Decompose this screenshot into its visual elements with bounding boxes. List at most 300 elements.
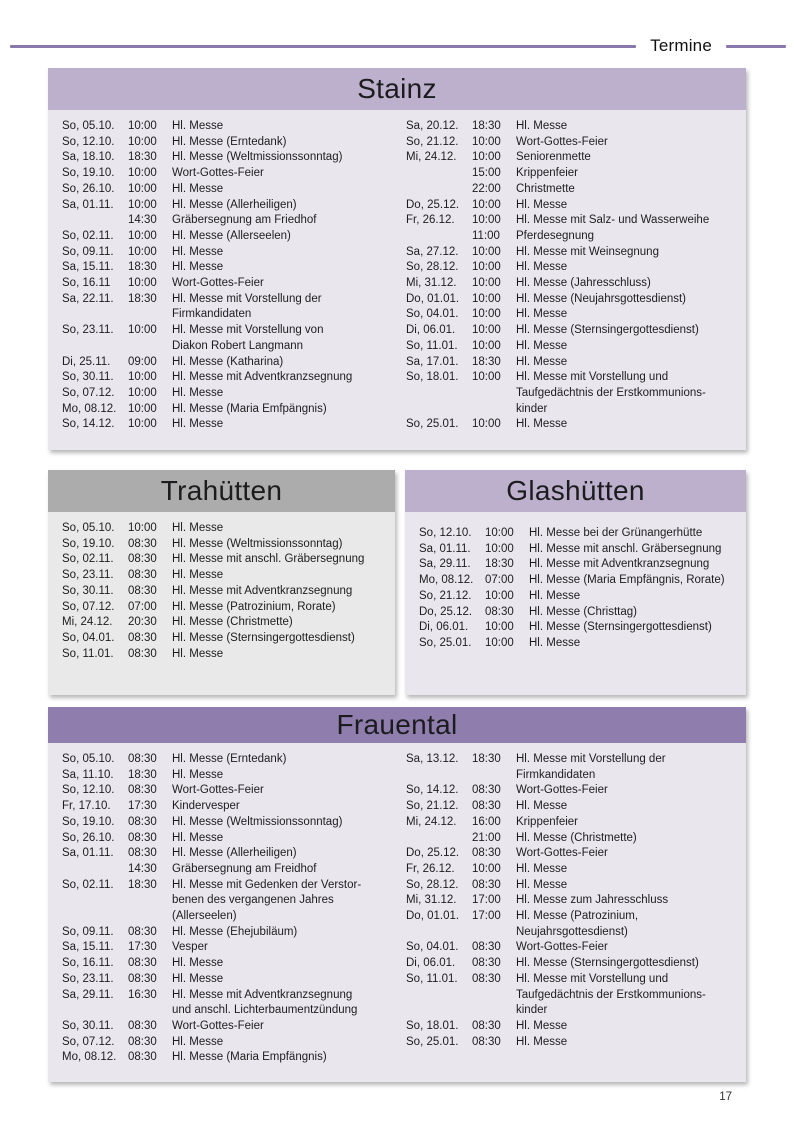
section-stainz	[48, 68, 746, 450]
entry-date: So, 04.01.	[62, 631, 115, 644]
schedule-entry	[62, 537, 387, 553]
entry-time: 08:30	[128, 569, 157, 582]
entry-description	[516, 323, 738, 339]
entry-date: So, 05.10.	[62, 522, 115, 534]
entry-time: 10:00	[128, 418, 157, 431]
entry-description	[529, 573, 738, 589]
entry-time: 10:00	[472, 324, 501, 337]
entry-description-line: Hl. Messe (Patrozinium, Rorate)	[172, 600, 336, 613]
entry-description-line: Wort-Gottes-Feier	[516, 847, 608, 860]
entry-description-line: Hl. Messe	[172, 182, 224, 195]
entry-description	[172, 862, 394, 878]
entry-description	[516, 198, 738, 214]
entry-description	[172, 276, 394, 292]
header-rule-left	[10, 45, 636, 48]
header-rule-right	[726, 45, 786, 48]
entry-time: 08:30	[472, 784, 501, 797]
entry-description-line: Hl. Messe	[516, 862, 568, 875]
entry-date: So, 25.01.	[406, 1035, 459, 1048]
schedule-entry	[406, 150, 738, 166]
entry-time: 10:00	[128, 229, 157, 242]
entry-date: Di, 06.01.	[406, 957, 456, 970]
entry-description	[516, 752, 738, 783]
section-frauental	[48, 707, 746, 1082]
schedule-entry	[419, 636, 738, 652]
entry-description	[529, 589, 738, 605]
entry-description-line: Hl. Messe (Christmette)	[516, 831, 637, 844]
entry-description	[172, 972, 394, 988]
page-header-label: Termine	[650, 36, 712, 55]
schedule-entry	[62, 846, 394, 862]
entry-description	[516, 909, 738, 940]
entry-description-line: Diakon Robert Langmann	[172, 339, 304, 352]
entry-description-line: Seniorenmette	[516, 151, 591, 164]
entry-time: 08:30	[128, 784, 157, 797]
schedule-entry	[62, 988, 394, 1019]
entry-time: 08:30	[472, 878, 501, 891]
entry-time: 17:00	[472, 910, 501, 923]
schedule-entry	[62, 245, 394, 261]
entry-date: Sa, 01.11.	[62, 847, 114, 860]
schedule-entry	[62, 878, 394, 925]
entry-description-line: Hl. Messe	[172, 1035, 224, 1048]
entry-time: 22:00	[472, 182, 501, 195]
entry-time: 10:00	[472, 261, 501, 274]
entry-date	[406, 831, 472, 847]
schedule-entry	[62, 862, 394, 878]
entry-date: Fr, 26.12.	[406, 862, 455, 875]
entry-description-line: kinder	[516, 402, 548, 415]
entry-description	[172, 568, 387, 584]
entry-date: Fr, 17.10.	[62, 800, 111, 813]
entry-description	[172, 1035, 394, 1051]
schedule-entry	[62, 768, 394, 784]
entry-description-line: Hl. Messe (Katharina)	[172, 355, 284, 368]
entry-description-line: Hl. Messe (Christmette)	[172, 616, 293, 629]
entry-description-line: Hl. Messe (Weltmissionssonntag)	[172, 815, 343, 828]
entry-time: 08:30	[128, 1035, 157, 1048]
entry-description-line: Hl. Messe (Maria Empfängnis)	[172, 1051, 327, 1064]
entry-description-line: Firmkandidaten	[172, 308, 252, 321]
entry-description-line: Hl. Messe mit anschl. Gräbersegnung	[172, 553, 365, 566]
entry-date	[62, 862, 128, 878]
entry-description	[516, 276, 738, 292]
entry-date: Sa, 15.11.	[62, 941, 114, 954]
entry-description-line: Krippenfeier	[516, 815, 579, 828]
entry-description	[172, 521, 387, 537]
entry-time: 08:30	[128, 847, 157, 860]
entry-description-line: Hl. Messe mit Weinsegnung	[516, 245, 659, 258]
entry-description-line: Hl. Messe (Jahresschluss)	[516, 277, 651, 290]
entry-description-line: Hl. Messe	[516, 308, 568, 321]
entry-description	[172, 799, 394, 815]
entry-description	[172, 1019, 394, 1035]
entry-description	[516, 940, 738, 956]
section-frauental-title: Frauental	[48, 707, 746, 743]
entry-time: 08:30	[472, 1035, 501, 1048]
entry-time: 08:30	[128, 753, 157, 765]
entry-time: 08:30	[472, 800, 501, 813]
entry-description	[172, 386, 394, 402]
entry-description-line: Hl. Messe (Ehejubiläum)	[172, 925, 298, 938]
schedule-entry	[406, 323, 738, 339]
schedule-column	[62, 752, 394, 1066]
entry-description	[172, 245, 394, 261]
entry-date: Do, 01.01.	[406, 910, 460, 923]
entry-description	[516, 846, 738, 862]
entry-date: Di, 06.01.	[419, 621, 469, 634]
schedule-entry	[406, 417, 738, 433]
schedule-entry	[62, 260, 394, 276]
entry-time: 08:30	[128, 584, 157, 597]
entry-description	[516, 831, 738, 847]
schedule-entry	[406, 355, 738, 371]
entry-time: 10:00	[472, 135, 501, 148]
entry-description-line: Hl. Messe (Erntedank)	[172, 135, 287, 148]
schedule-entry	[62, 323, 394, 354]
entry-time: 10:00	[128, 371, 157, 384]
entry-description-line: Hl. Messe	[516, 800, 568, 813]
entry-description	[172, 417, 394, 433]
entry-description	[172, 600, 387, 616]
entry-date: Sa, 17.01.	[406, 355, 459, 368]
entry-description-line: Hl. Messe (Sternsingergottesdienst)	[516, 957, 699, 970]
schedule-entry	[62, 783, 394, 799]
entry-time: 10:00	[472, 214, 501, 227]
entry-description	[516, 292, 738, 308]
entry-date: Do, 25.12.	[419, 605, 473, 618]
entry-date: Mi, 24.12.	[406, 815, 457, 828]
entry-description-line: Hl. Messe (Sternsingergottesdienst)	[172, 631, 355, 644]
entry-time: 08:30	[472, 957, 501, 970]
entry-description-line: Hl. Messe	[529, 636, 581, 649]
schedule-entry	[62, 1035, 394, 1051]
entry-description-line: benen des vergangenen Jahres	[172, 894, 334, 907]
entry-time: 10:00	[472, 151, 501, 164]
entry-date: So, 07.12.	[62, 386, 115, 399]
entry-description-line: Wort-Gottes-Feier	[516, 135, 608, 148]
schedule-entry	[62, 370, 394, 386]
entry-description	[172, 615, 387, 631]
entry-time: 08:30	[128, 1051, 157, 1064]
entry-description	[172, 956, 394, 972]
entry-description-line: Hl. Messe mit Vorstellung von	[172, 324, 324, 337]
entry-description	[516, 182, 738, 198]
entry-date: So, 19.10.	[62, 167, 115, 180]
entry-time: 07:00	[128, 600, 157, 613]
entry-description-line: Christmette	[516, 182, 575, 195]
entry-description-line: Hl. Messe	[516, 1019, 568, 1032]
entry-description	[516, 862, 738, 878]
schedule-entry	[62, 135, 394, 151]
entry-description	[516, 339, 738, 355]
section-glashuetten	[405, 470, 746, 695]
entry-time: 10:00	[128, 386, 157, 399]
entry-description	[516, 119, 738, 135]
entry-time: 08:30	[128, 631, 157, 644]
schedule-entry	[62, 182, 394, 198]
schedule-entry	[62, 956, 394, 972]
schedule-entry	[419, 573, 738, 589]
entry-date: So, 12.10.	[62, 784, 115, 797]
entry-description-line: Hl. Messe zum Jahresschluss	[516, 894, 669, 907]
entry-time: 18:30	[472, 753, 501, 765]
entry-description	[172, 198, 394, 214]
schedule-entry	[406, 339, 738, 355]
entry-description	[172, 815, 394, 831]
entry-date: So, 16.11.	[62, 957, 114, 970]
schedule-entry	[406, 940, 738, 956]
middle-row	[48, 470, 746, 695]
schedule-entry	[62, 647, 387, 663]
entry-description-line: Hl. Messe	[516, 878, 568, 891]
entry-description	[172, 166, 394, 182]
entry-description-line: Hl. Messe	[516, 418, 568, 431]
entry-date: So, 07.12.	[62, 600, 115, 613]
entry-description-line: Hl. Messe mit Adventkranzsegnung	[172, 371, 353, 384]
entry-description	[516, 229, 738, 245]
entry-time: 18:30	[128, 292, 157, 305]
schedule-column	[406, 119, 738, 433]
entry-description	[516, 355, 738, 371]
entry-description	[172, 988, 394, 1019]
entry-description	[172, 229, 394, 245]
entry-description	[529, 526, 738, 542]
section-glashuetten-schedule	[405, 512, 746, 662]
entry-description-line: Wort-Gottes-Feier	[172, 277, 264, 290]
entry-description-line: Hl. Messe mit anschl. Gräbersegnung	[529, 542, 722, 555]
entry-description-line: Hl. Messe	[516, 198, 568, 211]
schedule-entry	[406, 815, 738, 831]
entry-description-line: Krippenfeier	[516, 167, 579, 180]
entry-time: 10:00	[472, 245, 501, 258]
schedule-entry	[62, 1019, 394, 1035]
entry-time: 10:00	[128, 324, 157, 337]
entry-date: So, 14.12.	[406, 784, 459, 797]
schedule-entry	[406, 752, 738, 783]
entry-description-line: Gräbersegnung am Freidhof	[172, 862, 317, 875]
entry-date: So, 04.01.	[406, 941, 459, 954]
schedule-entry	[406, 292, 738, 308]
entry-date: Fr, 26.12.	[406, 214, 455, 227]
schedule-entry	[62, 292, 394, 323]
entry-description	[172, 150, 394, 166]
entry-description-line: kinder	[516, 1004, 548, 1017]
entry-date: Mi, 24.12.	[406, 151, 457, 164]
entry-description-line: (Allerseelen)	[172, 910, 237, 923]
schedule-entry	[406, 799, 738, 815]
schedule-entry	[406, 119, 738, 135]
entry-date: So, 02.11.	[62, 553, 114, 566]
entry-date: Do, 01.01.	[406, 292, 460, 305]
entry-date: So, 02.11.	[62, 878, 114, 891]
schedule-entry	[62, 386, 394, 402]
entry-time: 10:00	[472, 371, 501, 384]
schedule-entry	[406, 245, 738, 261]
entry-description	[516, 307, 738, 323]
entry-time: 14:30	[128, 214, 157, 227]
entry-date: So, 25.01.	[406, 418, 459, 431]
entry-description-line: Hl. Messe	[172, 957, 224, 970]
entry-description-line: Pferdesegnung	[516, 229, 595, 242]
entry-date: So, 25.01.	[419, 636, 472, 649]
entry-date: Sa, 13.12.	[406, 753, 459, 765]
entry-date: Do, 25.12.	[406, 198, 460, 211]
entry-description-line: Hl. Messe	[516, 339, 568, 352]
entry-time: 10:00	[472, 418, 501, 431]
entry-date: So, 07.12.	[62, 1035, 115, 1048]
schedule-entry	[62, 972, 394, 988]
entry-description-line: Hl. Messe bei der Grünangerhütte	[529, 527, 703, 539]
entry-description-line: Hl. Messe	[172, 386, 224, 399]
page-number: 17	[719, 1091, 732, 1103]
entry-date: So, 09.11.	[62, 925, 114, 938]
entry-description-line: Hl. Messe	[172, 418, 224, 431]
entry-description	[172, 292, 394, 323]
entry-date: Sa, 11.10.	[62, 768, 114, 781]
entry-description-line: Hl. Messe	[172, 972, 224, 985]
schedule-entry	[62, 198, 394, 214]
schedule-entry	[62, 831, 394, 847]
entry-time: 10:00	[472, 339, 501, 352]
entry-date: So, 12.10.	[419, 527, 472, 539]
entry-description-line: Hl. Messe	[516, 120, 568, 132]
schedule-entry	[406, 893, 738, 909]
entry-time: 20:30	[128, 616, 157, 629]
entry-description-line: Hl. Messe	[172, 261, 224, 274]
entry-time: 10:00	[472, 292, 501, 305]
entry-time: 10:00	[472, 862, 501, 875]
entry-date: So, 30.11.	[62, 371, 114, 384]
entry-description	[172, 1050, 394, 1066]
entry-description	[172, 768, 394, 784]
entry-description	[516, 878, 738, 894]
entry-date: So, 28.12.	[406, 261, 459, 274]
entry-time: 10:00	[128, 120, 157, 132]
entry-description-line: Wort-Gottes-Feier	[172, 784, 264, 797]
schedule-entry	[406, 307, 738, 323]
schedule-entry	[419, 620, 738, 636]
entry-description-line: Vesper	[172, 941, 208, 954]
schedule-entry	[62, 584, 387, 600]
entry-time: 10:00	[485, 621, 514, 634]
entry-description	[172, 752, 394, 768]
entry-time: 08:30	[128, 831, 157, 844]
entry-date: Sa, 20.12.	[406, 120, 459, 132]
entry-description-line: Hl. Messe mit Vorstellung und	[516, 371, 669, 384]
entry-description	[516, 893, 738, 909]
entry-time: 08:30	[128, 972, 157, 985]
entry-time: 16:30	[128, 988, 157, 1001]
entry-time: 08:30	[472, 847, 501, 860]
section-trahuetten	[48, 470, 395, 695]
entry-time: 10:00	[128, 245, 157, 258]
schedule-entry	[62, 925, 394, 941]
entry-description	[529, 620, 738, 636]
entry-description	[172, 584, 387, 600]
entry-description-line: Firmkandidaten	[516, 768, 596, 781]
entry-description	[172, 402, 394, 418]
entry-date: So, 18.01.	[406, 1019, 459, 1032]
section-glashuetten-title: Glashütten	[405, 470, 746, 512]
entry-description-line: Hl. Messe	[172, 245, 224, 258]
entry-description	[172, 119, 394, 135]
entry-date: So, 14.12.	[62, 418, 115, 431]
entry-description-line: Hl. Messe mit Adventkranzsegnung	[172, 584, 353, 597]
entry-description	[516, 370, 738, 417]
entry-time: 11:00	[472, 229, 500, 242]
entry-time: 10:00	[485, 542, 514, 555]
entry-date	[62, 213, 128, 229]
schedule-column	[406, 752, 738, 1066]
entry-description-line: Hl. Messe (Neujahrsgottesdienst)	[516, 292, 687, 305]
entry-date: Mi, 31.12.	[406, 894, 457, 907]
entry-date: So, 30.11.	[62, 1019, 114, 1032]
entry-time: 10:00	[128, 522, 157, 534]
schedule-entry	[62, 417, 394, 433]
schedule-entry	[62, 815, 394, 831]
entry-date: So, 23.11.	[62, 972, 114, 985]
entry-description-line: Hl. Messe	[172, 522, 224, 534]
entry-time: 08:30	[472, 972, 501, 985]
entry-description-line: Hl. Messe mit Adventkranzsegnung	[172, 988, 353, 1001]
entry-description-line: Hl. Messe	[516, 1035, 568, 1048]
entry-description	[516, 150, 738, 166]
entry-description-line: Wort-Gottes-Feier	[172, 1019, 264, 1032]
entry-date: Mo, 08.12.	[419, 574, 474, 587]
schedule-entry	[419, 605, 738, 621]
entry-time: 07:00	[485, 574, 514, 587]
section-frauental-schedule	[48, 743, 746, 1076]
entry-description-line: Hl. Messe (Allerheiligen)	[172, 198, 297, 211]
entry-description-line: Hl. Messe	[172, 831, 224, 844]
entry-description	[516, 260, 738, 276]
entry-time: 18:30	[128, 878, 157, 891]
entry-date	[406, 229, 472, 245]
entry-date: So, 19.10.	[62, 537, 115, 550]
entry-description-line: Wort-Gottes-Feier	[172, 167, 264, 180]
schedule-entry	[406, 276, 738, 292]
entry-date: So, 23.11.	[62, 324, 114, 337]
entry-time: 17:00	[472, 894, 501, 907]
schedule-entry	[62, 229, 394, 245]
entry-time: 08:30	[472, 941, 501, 954]
entry-date: So, 16.11	[62, 277, 111, 290]
entry-date: Sa, 29.11.	[62, 988, 114, 1001]
section-trahuetten-schedule	[48, 512, 395, 672]
entry-description-line: Hl. Messe (Allerseelen)	[172, 229, 291, 242]
entry-description	[516, 972, 738, 1019]
entry-time: 08:30	[128, 815, 157, 828]
entry-time: 18:30	[128, 151, 157, 164]
entry-description	[172, 647, 387, 663]
entry-description	[172, 831, 394, 847]
entry-description	[529, 557, 738, 573]
schedule-entry	[406, 909, 738, 940]
schedule-entry	[406, 135, 738, 151]
entry-description-line: Hl. Messe (Erntedank)	[172, 753, 287, 765]
entry-description-line: Wort-Gottes-Feier	[516, 941, 608, 954]
entry-description-line: Hl. Messe (Sternsingergottesdienst)	[529, 621, 712, 634]
entry-time: 08:30	[128, 647, 157, 660]
entry-date: So, 12.10.	[62, 135, 115, 148]
entry-description-line: Kindervesper	[172, 800, 240, 813]
entry-description-line: Hl. Messe	[172, 120, 224, 132]
entry-date: Mo, 08.12.	[62, 1051, 117, 1064]
entry-date: So, 26.10.	[62, 831, 115, 844]
entry-description-line: Hl. Messe mit Salz- und Wasserweihe	[516, 214, 710, 227]
entry-time: 10:00	[472, 198, 501, 211]
